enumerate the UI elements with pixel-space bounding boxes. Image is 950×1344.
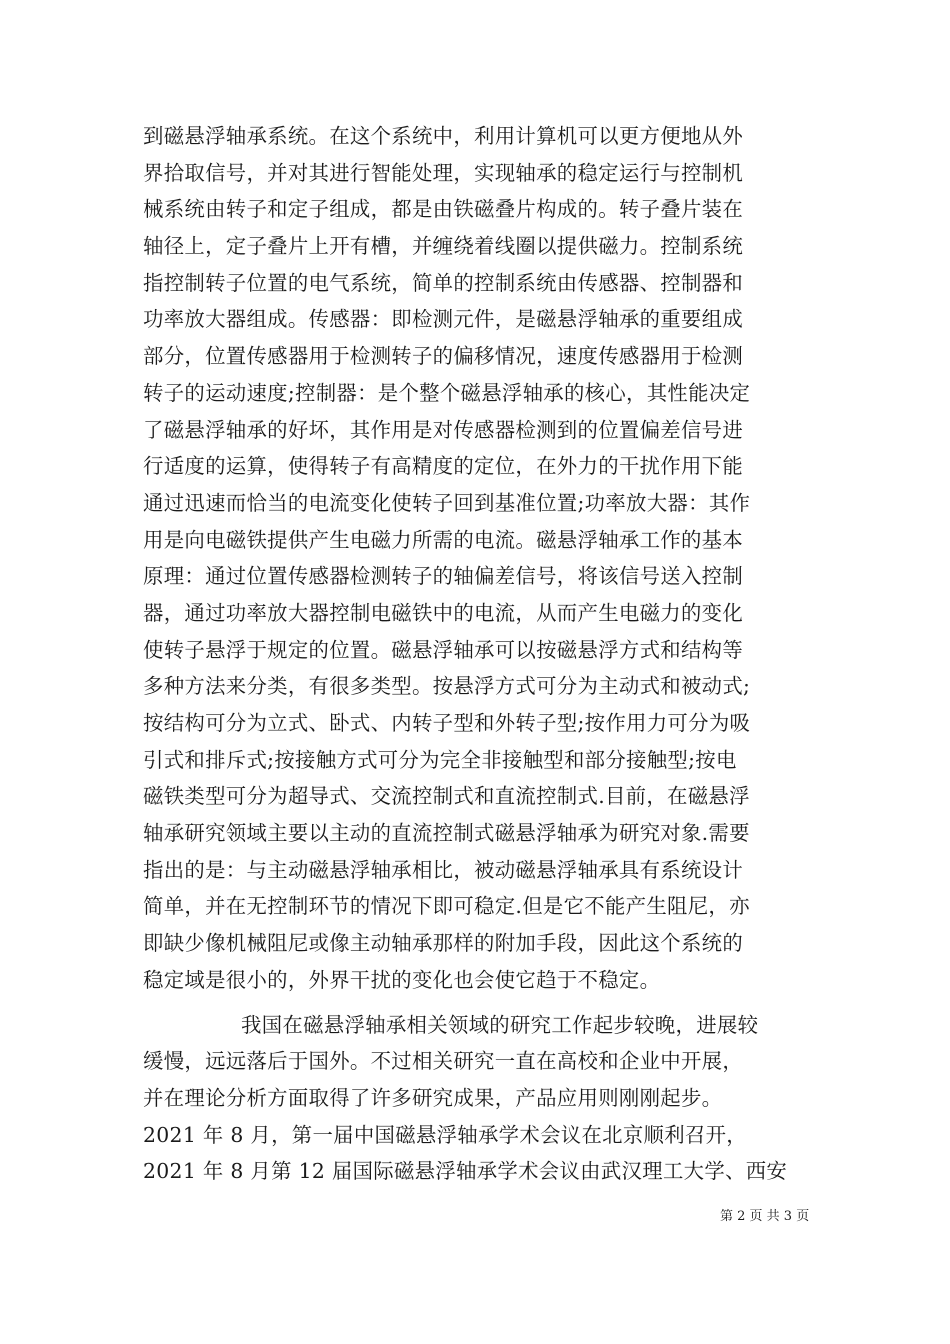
- paragraph-1: [143, 118, 808, 999]
- paragraph-gap: [143, 999, 808, 1007]
- text-line: 了磁悬浮轴承的好坏，其作用是对传感器检测到的位置偏差信号进: [143, 417, 744, 442]
- text-line: 轴径上，定子叠片上开有槽，并缠绕着线圈以提供磁力。控制系统: [143, 234, 744, 259]
- text-line: 稳定域是很小的，外界干扰的变化也会使它趋于不稳定。: [143, 967, 661, 992]
- text-line: 按结构可分为立式、卧式、内转子型和外转子型;按作用力可分为吸: [143, 711, 751, 735]
- paragraph-2: [143, 1007, 808, 1190]
- text-line: 界拾取信号，并对其进行智能处理，实现轴承的稳定运行与控制机: [143, 160, 744, 185]
- text-line: 简单，并在无控制环节的情况下即可稳定.但是它不能产生阻尼，亦: [143, 894, 750, 919]
- text-line: 多种方法来分类，有很多类型。按悬浮方式可分为主动式和被动式;: [143, 674, 751, 699]
- text-line: 引式和排斥式;按接触方式可分为完全非接触型和部分接触型;按电: [143, 747, 737, 772]
- text-line: 即缺少像机械阻尼或像主动轴承那样的附加手段，因此这个系统的: [143, 931, 744, 956]
- text-line: 指控制转子位置的电气系统，简单的控制系统由传感器、控制器和: [143, 270, 744, 295]
- page-number-footer: 第 2 页 共 3 页: [720, 1209, 810, 1224]
- text-line: 2021 年 8 月，第一届中国磁悬浮轴承学术会议在北京顺利召开，: [143, 1122, 747, 1147]
- text-line: 行适度的运算，使得转子有高精度的定位，在外力的干扰作用下能: [143, 454, 744, 479]
- text-line: 指出的是：与主动磁悬浮轴承相比，被动磁悬浮轴承具有系统设计: [143, 857, 744, 882]
- text-line: 功率放大器组成。传感器：即检测元件，是磁悬浮轴承的重要组成: [143, 307, 744, 332]
- text-line: 2021 年 8 月第 12 届国际磁悬浮轴承学术会议由武汉理工大学、西安: [143, 1159, 788, 1184]
- text-line: 械系统由转子和定子组成，都是由铁磁叠片构成的。转子叠片装在: [143, 197, 744, 222]
- text-line: 我国在磁悬浮轴承相关领域的研究工作起步较晚，进展较: [241, 1012, 759, 1037]
- text-line: 原理：通过位置传感器检测转子的轴偏差信号，将该信号送入控制: [143, 564, 744, 589]
- text-line: 磁铁类型可分为超导式、交流控制式和直流控制式.目前，在磁悬浮: [143, 784, 750, 809]
- text-line: 轴承研究领域主要以主动的直流控制式磁悬浮轴承为研究对象.需要: [143, 821, 750, 846]
- text-line: 部分，位置传感器用于检测转子的偏移情况，速度传感器用于检测: [143, 344, 744, 369]
- text-line: 用是向电磁铁提供产生电磁力所需的电流。磁悬浮轴承工作的基本: [143, 527, 744, 552]
- text-line: 到磁悬浮轴承系统。在这个系统中，利用计算机可以更方便地从外: [143, 124, 744, 148]
- text-line: 器，通过功率放大器控制电磁铁中的电流，从而产生电磁力的变化: [143, 600, 744, 625]
- text-line: 并在理论分析方面取得了许多研究成果，产品应用则刚刚起步。: [143, 1085, 723, 1110]
- text-line: 缓慢，远远落后于国外。不过相关研究一直在高校和企业中开展，: [143, 1049, 744, 1074]
- text-line: 使转子悬浮于规定的位置。磁悬浮轴承可以按磁悬浮方式和结构等: [143, 637, 744, 662]
- document-body: [143, 118, 808, 1190]
- text-line: 通过迅速而恰当的电流变化使转子回到基准位置;功率放大器：其作: [143, 490, 751, 515]
- text-line: 转子的运动速度;控制器：是个整个磁悬浮轴承的核心，其性能决定: [143, 380, 751, 405]
